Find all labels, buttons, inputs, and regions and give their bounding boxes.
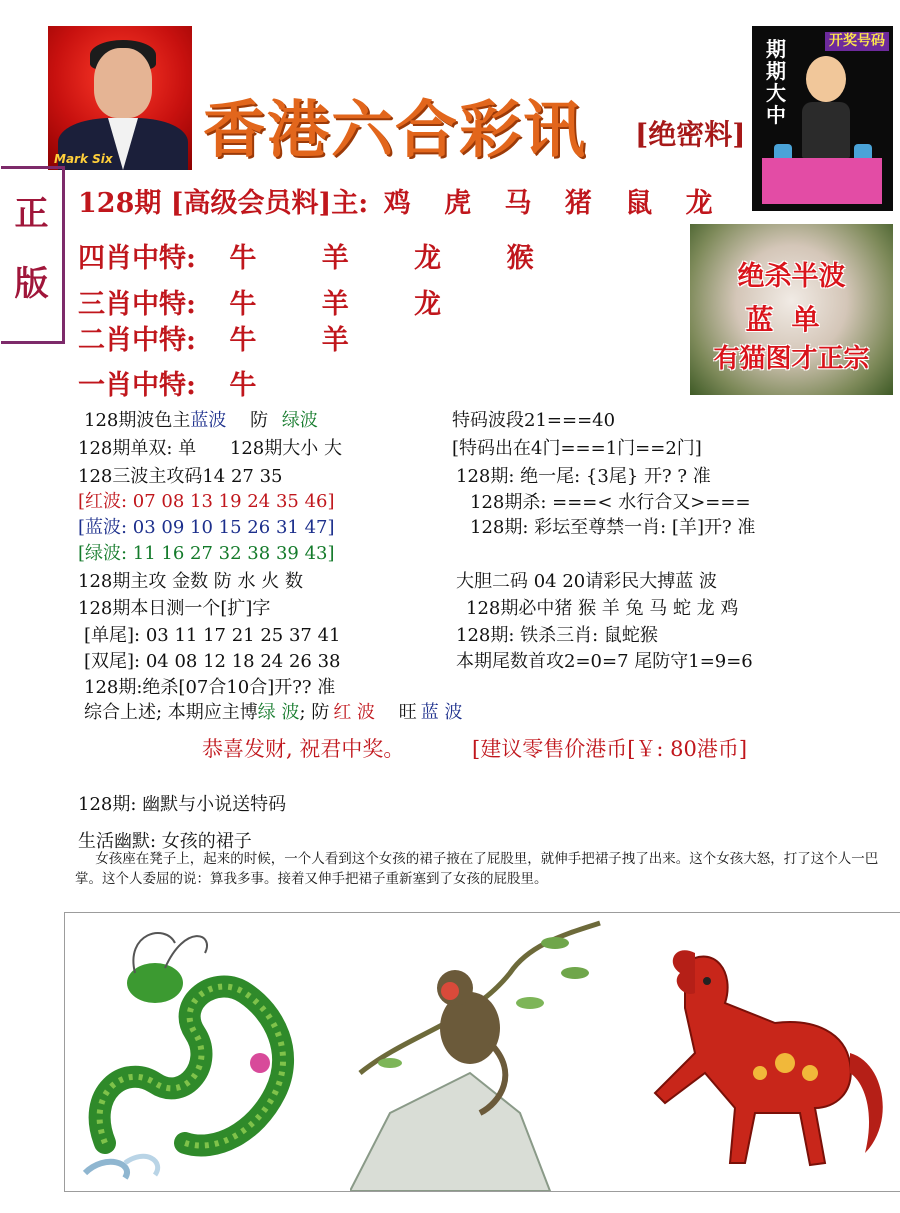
page-title: 香港六合彩讯 [203,93,588,166]
pick-label: 一肖中特: [78,370,196,401]
cat-image-box [690,224,893,395]
pick-two [78,318,377,357]
wave-main-color: 蓝波 [190,410,227,431]
dragon-image [65,913,333,1191]
story-title: 128期: 幽默与小说送特码 [78,794,287,815]
guess-word-line: 128期本日测一个[扩]字 [78,598,271,619]
odd-tail-line: [单尾]: 03 11 17 21 25 37 41 [84,625,341,646]
title-tag: [绝密料] [635,118,746,151]
mark-six-logo: Mark Six [54,152,113,166]
portrait-face [94,48,152,118]
members-zodiacs: 鸡 虎 马 猪 鼠 龙 [383,188,725,219]
special-door-line: [特码出在4门===1门==2门] [452,438,702,459]
green-wave-line: [绿波: 11 16 27 32 38 39 43] [78,543,335,564]
tail-attack-line: 本期尾数首攻2=0=7 尾防守1=9=6 [456,651,753,672]
zodiac-image-strip [64,912,900,1192]
summary-red: 红 波 [333,702,376,723]
horse-image [625,913,900,1191]
cartoon-table [762,158,882,204]
even-tail-line: [双尾]: 04 08 12 18 24 26 38 [84,651,341,672]
wave-guard-color: 绿波 [281,410,318,431]
forbidden-line: 128期: 彩坛至尊禁一肖: [羊]开? 准 [470,517,756,538]
pick-four [78,236,562,275]
monkey-image [350,913,602,1191]
cartoon-head [806,56,846,102]
pick-value: 牛 羊 龙 [229,289,470,320]
badge-char: 正 [14,194,49,234]
big-small: 128期大小 大 [229,438,342,459]
main-element-line: 128期主攻 金数 防 水 火 数 [78,571,303,592]
summary-line [84,698,463,724]
members-label: 128期 [高级会员料]主: [78,188,369,219]
must-hit-line: 128期必中猪 猴 羊 兔 马 蛇 龙 鸡 [466,598,739,619]
wave-main-line [84,406,318,432]
cartoon-image [752,26,893,211]
two-codes-line: 大胆二码 04 20请彩民大搏蓝 波 [456,571,717,592]
congrats-text: 恭喜发财, 祝君中奖。 [202,737,405,761]
red-wave-line: [红波: 07 08 13 19 24 35 46] [78,491,335,512]
members-line [78,181,725,220]
three-wave-line: 128三波主攻码14 27 35 [78,466,283,487]
price-text: [建议零售价港币[￥: 80港币] [472,737,748,761]
special-range-line: 特码波段21===40 [452,410,616,431]
kill-three-line: 128期: 铁杀三肖: 鼠蛇猴 [456,625,658,646]
pick-value: 牛 羊 [229,325,377,356]
summary-prefix: 综合上述; 本期应主博 [84,702,258,723]
pick-label: 三肖中特: [78,289,196,320]
pick-three [78,282,469,321]
cartoon-body [802,102,850,158]
kill-element-line: 128期杀: ===< 水行合又>=== [470,492,751,513]
summary-mid: ; 防 [299,702,330,723]
blue-wave-line: [蓝波: 03 09 10 15 26 31 47] [78,517,335,538]
pick-value: 牛 羊 龙 猴 [229,243,562,274]
pick-value: 牛 [229,370,257,401]
badge-char: 版 [14,264,49,304]
cartoon-caption-left: 期期大中 [766,37,786,127]
odd-even-line [78,434,342,460]
pick-label: 四肖中特: [78,243,196,274]
odd-even: 128期单双: 单 [78,438,197,459]
summary-wang: 旺 [398,702,417,723]
cartoon-caption-right: 开奖号码 [825,32,889,51]
cat-line-authentic: 有猫图才正宗 [713,344,870,374]
wave-main-prefix: 128期波色主 [84,410,191,431]
portrait-photo [48,26,192,170]
kill-line: 128期:绝杀[07合10合]开?? 准 [84,677,336,698]
authentic-badge [1,166,65,344]
wave-guard-prefix: 防 [250,410,269,431]
kill-tail-line: 128期: 绝一尾: {3尾} 开? ? 准 [456,466,711,487]
cat-line-kill: 绝杀半波 [737,261,846,292]
story-body: 女孩座在凳子上，起来的时候，一个人看到这个女孩的裙子掖在了屁股里，就伸手把裙子拽了出来。这个女孩大怒，打了这个人一巴掌。这个人委屈的说：算我多事。接着又伸手把裙子重新塞到了女孩的屁股里。 [75,851,879,887]
pick-one [78,363,256,402]
cat-line-blue-single: 蓝单 [745,303,838,336]
humor-title: 生活幽默: 女孩的裙子 [78,831,252,852]
summary-blue: 蓝 波 [420,702,463,723]
pick-label: 二肖中特: [78,325,196,356]
summary-green: 绿 波 [257,702,300,723]
